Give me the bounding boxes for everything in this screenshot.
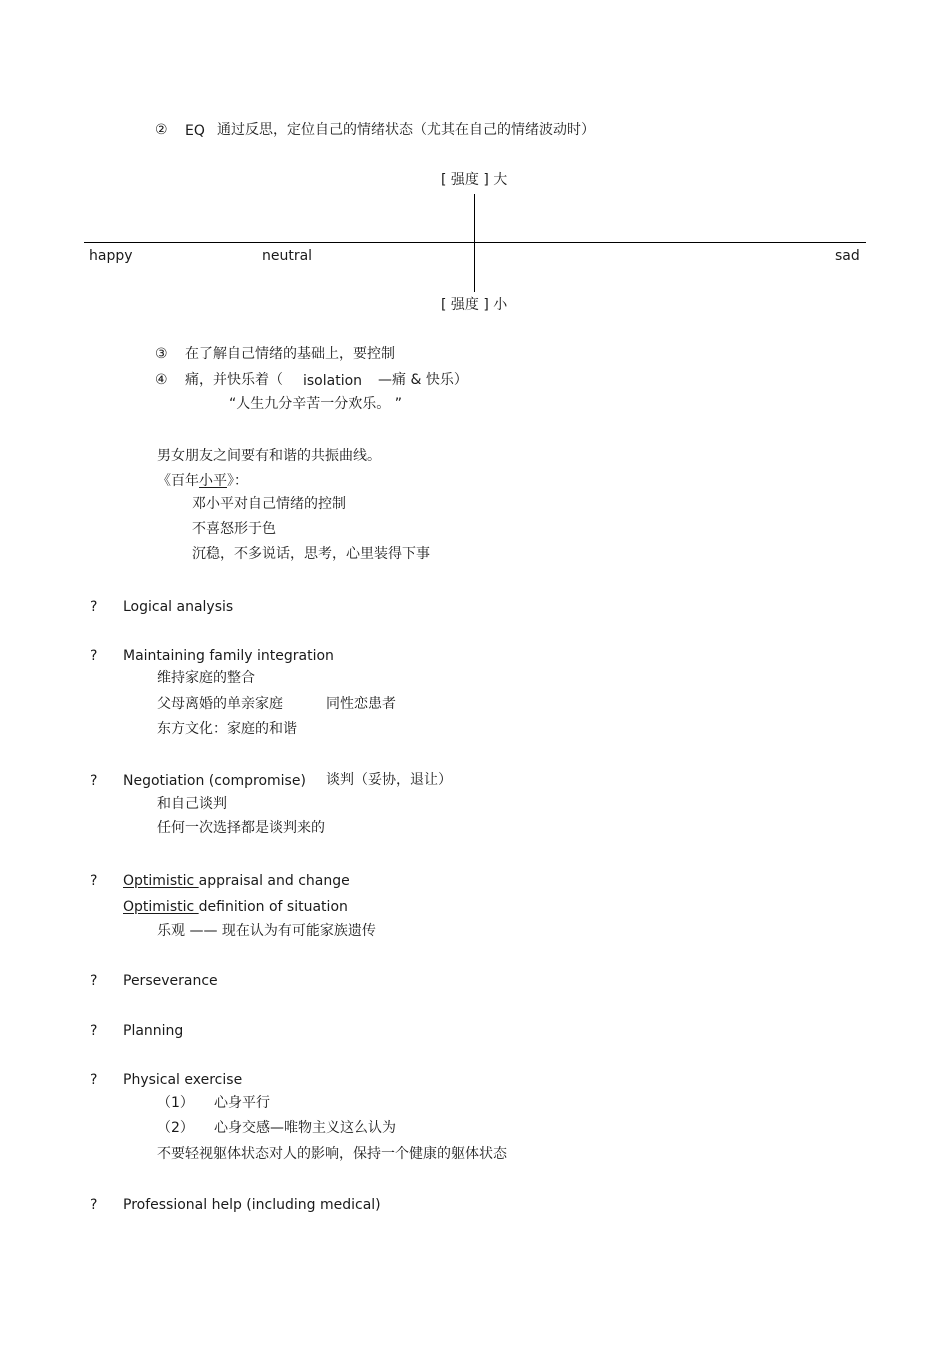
book-line: 邓小平对自己情绪的控制 bbox=[192, 496, 346, 512]
optimistic-rest: definition of situation bbox=[198, 899, 348, 915]
bullet-physical-exercise: Physical exercise bbox=[123, 1072, 243, 1088]
bullet-professional-help: Professional help (including medical) bbox=[123, 1197, 381, 1213]
bullet-planning: Planning bbox=[123, 1023, 184, 1039]
book-line: 沉稳，不多说话，思考，心里装得下事 bbox=[192, 546, 430, 562]
physical-note: 不要轻视躯体状态对人的影响，保持一个健康的躯体状态 bbox=[157, 1146, 507, 1162]
eq-description: 通过反思，定位自己的情绪状态（尤其在自己的情绪波动时） bbox=[217, 122, 595, 138]
sub-line: 维持家庭的整合 bbox=[157, 670, 255, 686]
bullet-negotiation: Negotiation (compromise) bbox=[123, 773, 306, 789]
sub-number: （2） bbox=[157, 1120, 194, 1136]
book-title-prefix: 《百年 bbox=[157, 473, 199, 489]
step-3-text: 在了解自己情绪的基础上，要控制 bbox=[185, 346, 395, 362]
book-title-suffix: 》： bbox=[227, 473, 248, 489]
intensity-high-label: [ 强度 ] 大 bbox=[441, 172, 508, 188]
list-marker-4: ④ bbox=[155, 372, 168, 388]
neutral-label: neutral bbox=[262, 248, 313, 264]
sub-line: 东方文化：家庭的和谐 bbox=[157, 721, 297, 737]
bullet-marker: ? bbox=[90, 1197, 98, 1213]
book-line: 不喜怒形于色 bbox=[192, 521, 276, 537]
step-4-text-a: 痛，并快乐着（ bbox=[185, 372, 283, 388]
optimistic-definition bbox=[123, 898, 348, 916]
bullet-marker: ? bbox=[90, 648, 98, 664]
bullet-family-integration: Maintaining family integration bbox=[123, 648, 334, 664]
intensity-low-label: [ 强度 ] 小 bbox=[441, 297, 508, 313]
bullet-marker: ? bbox=[90, 599, 98, 615]
happy-label: happy bbox=[89, 248, 133, 264]
isolation-term: isolation bbox=[303, 373, 363, 389]
optimistic-underlined: Optimistic bbox=[123, 873, 199, 889]
optimistic-rest: appraisal and change bbox=[198, 873, 350, 889]
sub-number: （1） bbox=[157, 1095, 194, 1111]
bullet-perseverance: Perseverance bbox=[123, 973, 218, 989]
partner-note: 男女朋友之间要有和谐的共振曲线。 bbox=[157, 448, 381, 464]
life-quote: “人生九分辛苦一分欢乐。 ” bbox=[229, 396, 402, 412]
bullet-marker: ? bbox=[90, 873, 98, 889]
bullet-marker: ? bbox=[90, 773, 98, 789]
sub-line: 心身平行 bbox=[214, 1095, 270, 1111]
sub-line: 任何一次选择都是谈判来的 bbox=[157, 820, 325, 836]
step-4-text-b: —痛 & 快乐） bbox=[378, 372, 468, 388]
book-title bbox=[157, 472, 248, 490]
sad-label: sad bbox=[835, 248, 860, 264]
sub-line: 心身交感—唯物主义这么认为 bbox=[214, 1120, 396, 1136]
negotiation-cn: 谈判（妥协，退让） bbox=[326, 772, 452, 788]
list-marker-3: ③ bbox=[155, 346, 168, 362]
intensity-axis bbox=[474, 194, 475, 292]
bullet-optimistic-appraisal bbox=[123, 872, 350, 890]
book-title-underlined: 小平 bbox=[199, 473, 227, 489]
bullet-marker: ? bbox=[90, 1023, 98, 1039]
bullet-logical-analysis: Logical analysis bbox=[123, 599, 234, 615]
sub-line: 乐观 —— 现在认为有可能家族遗传 bbox=[157, 923, 376, 939]
sub-line: 父母离婚的单亲家庭 bbox=[157, 696, 283, 712]
eq-term: EQ bbox=[185, 123, 205, 139]
optimistic-underlined: Optimistic bbox=[123, 899, 199, 915]
emotion-axis-line bbox=[84, 242, 866, 243]
sub-line: 和自己谈判 bbox=[157, 796, 227, 812]
bullet-marker: ? bbox=[90, 973, 98, 989]
sub-line: 同性恋患者 bbox=[326, 696, 396, 712]
list-marker-2: ② bbox=[155, 122, 168, 138]
bullet-marker: ? bbox=[90, 1072, 98, 1088]
